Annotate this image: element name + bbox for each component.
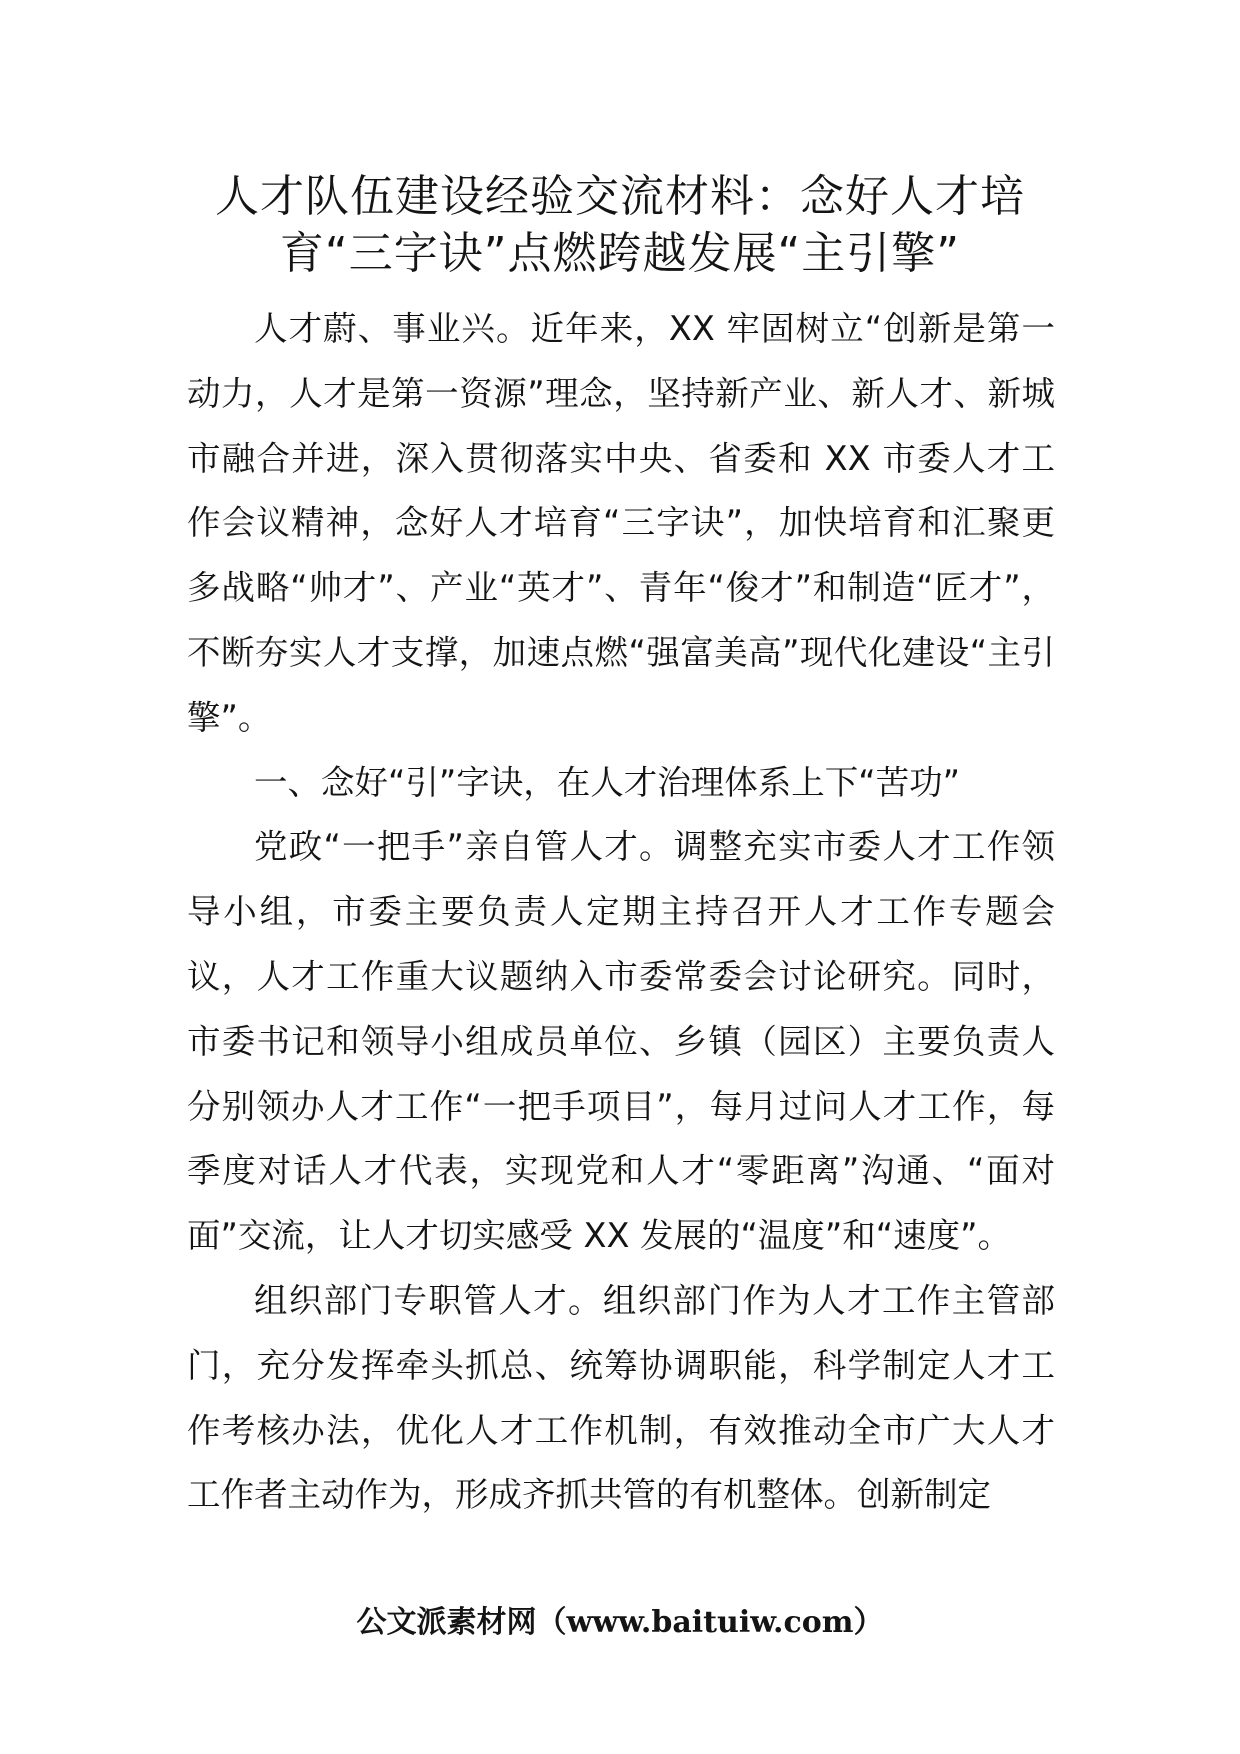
- body-paragraph: 党政“一把手”亲自管人才。调整充实市委人才工作领导小组，市委主要负责人定期主持召开人才工作专题会议，人才工作重大议题纳入市委常委会讨论研究。同时，市委书记和领导小组成员单位、乡镇（园区）主要负责人分别领办人才工作“一把手项目”，每月过问人才工作，每季度对话人才代表，实现党和人才“零距离”沟通、“面对面”交流，让人才切实感受 XX 发展的“温度”和“速度”。: [187, 827, 1055, 1256]
- body-paragraph: 组织部门专职管人才。组织部门作为人才工作主管部门，充分发挥牵头抓总、统筹协调职能，科学制定人才工作考核办法，优化人才工作机制，有效推动全市广大人才工作者主动作为，形成齐抓共管的有机整体。创新制定: [187, 1280, 1055, 1515]
- footer-watermark-text: 公文派素材网（www.baituiw.com）: [356, 1605, 884, 1640]
- title-line-1: 人才队伍建设经验交流材料：念好人才培: [215, 171, 1025, 222]
- intro-paragraph: 人才蔚、事业兴。近年来，XX 牢固树立“创新是第一动力，人才是第一资源”理念，坚持新产业、新人才、新城市融合并进，深入贯彻落实中央、省委和 XX 市委人才工作会议精神，念好人才培育“三字诀”，加快培育和汇聚更多战略“帅才”、产业“英才”、青年“俊才”和制造“匠才”，不断夯实人才支撑，加速点燃“强富美高”现代化建设“主引擎”。: [187, 309, 1055, 737]
- document-body: [187, 297, 1055, 1528]
- section-heading-1: 一、念好“引”字诀，在人才治理体系上下“苦功”: [254, 762, 960, 802]
- title-line-2: 育“三字诀”点燃跨越发展“主引擎”: [279, 228, 961, 279]
- document-title: [150, 168, 1090, 282]
